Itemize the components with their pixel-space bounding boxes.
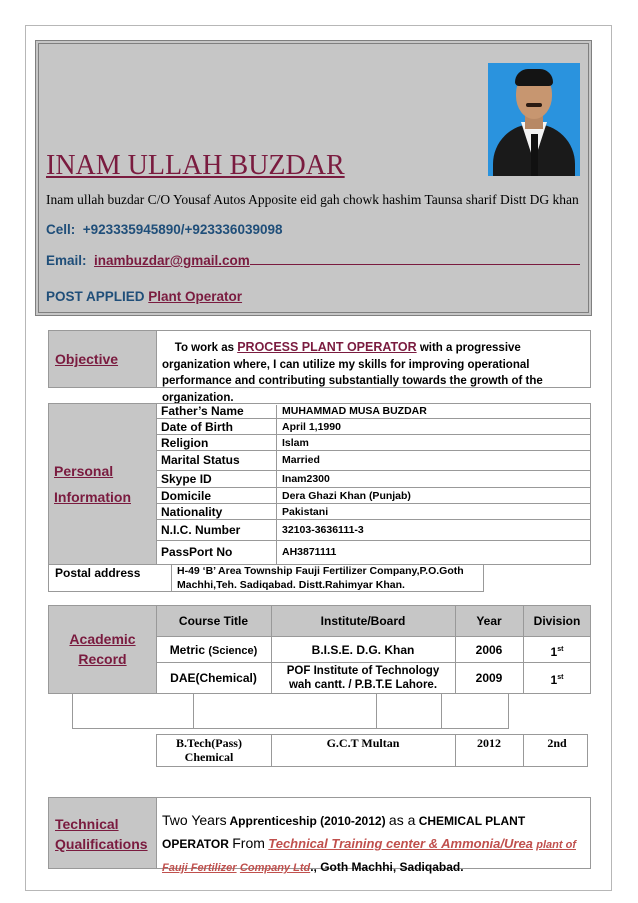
post-applied-line [46,289,242,304]
header-course: Course Title [178,614,249,628]
course-name: Metric [169,643,206,657]
personal-row [156,403,590,419]
academic-label-2: Record [78,651,127,667]
academic-year: 2006 [475,643,503,657]
personal-label-1: Personal [54,463,114,479]
postal-address-row [48,564,484,592]
personal-value: April 1,1990 [282,421,341,433]
academic-division [523,643,591,659]
personal-row [156,504,590,520]
personal-key: Father’s Name [161,404,244,418]
personal-key: Religion [161,436,209,450]
personal-value: Islam [282,437,309,449]
email-link[interactable]: inambuzdar@gmail.com [94,253,250,268]
objective-prefix: To work as [174,342,234,354]
tech-plant: plant of Fauji Fertilizer [162,839,576,874]
post-value: Plant Operator [148,289,243,304]
personal-value: Pakistani [282,506,329,518]
academic-course [156,643,271,658]
personal-row [156,419,590,435]
division-value: 1 [550,673,558,687]
postal-value: H-49 ‘B’ Area Township Fauji Fertilizer Company,P.O.Goth Machhi,Teh. Sadiqabad. Distt.Rahimyar Khan. [177,565,464,591]
email-label: Email: [46,253,87,268]
tech-from: From [232,835,265,851]
course-sub: (Science) [208,645,258,657]
personal-key: Skype ID [161,472,212,486]
objective-body: with a progressive organization where, I can utilize my skills for improving operational performance and contributing substantially towards the growth of the organization. [162,342,543,404]
objective-text [162,339,590,406]
personal-row [156,451,590,471]
personal-key: Domicile [161,489,212,503]
tech-center: Technical Training center & Ammonia/Urea [268,836,533,851]
personal-row [156,488,590,504]
technical-label-2: Qualifications [55,836,148,852]
academic-label-1: Academic [69,631,136,647]
postal-divider [171,565,172,591]
objective-label: Objective [55,351,119,367]
header-division: Division [533,614,581,628]
academic-course: DAE(Chemical) [170,671,257,685]
header-year: Year [476,614,502,628]
personal-row [156,471,590,488]
division-sup: st [557,674,564,681]
tech-apprenticeship: Apprenticeship (2010-2012) [229,814,386,828]
personal-value: MUHAMMAD MUSA BUZDAR [282,405,427,417]
candidate-name: INAM ULLAH BUZDAR [46,150,345,181]
profile-photo [488,63,580,176]
tech-as-a: as a [388,812,416,828]
cell-line [46,222,283,237]
personal-value: AH3871111 [282,546,337,558]
technical-text [162,809,590,879]
academic-division [523,671,591,687]
division-value: 1 [550,645,558,659]
personal-key: PassPort No [161,545,233,559]
academic-institute: POF Institute of Technology wah cantt. / P.B.T.E Lahore. [286,665,440,691]
personal-key: Marital Status [161,453,240,467]
personal-key: Nationality [161,505,223,519]
cell-label: Cell: [46,222,76,237]
email-line [46,253,580,268]
personal-key: Date of Birth [161,420,233,434]
tech-location: ., Goth Machhi, Sadiqabad. [310,860,464,874]
personal-value: 32103-3636111-3 [282,524,364,536]
personal-row [156,435,590,451]
candidate-address: Inam ullah buzdar C/O Yousaf Autos Apposite eid gah chowk hashim Taunsa sharif Distt DG khan [46,192,579,207]
btech-institute: G.C.T Multan [326,736,400,750]
post-label: POST APPLIED [46,289,145,304]
personal-label-2: Information [54,489,131,505]
academic-institute: B.I.S.E. D.G. Khan [311,643,415,657]
email-underline [250,264,580,265]
btech-division: 2nd [547,736,567,750]
personal-row [156,541,590,565]
btech-course: B.Tech(Pass) Chemical [176,736,242,764]
technical-label-1: Technical [55,816,119,832]
btech-year: 2012 [477,736,501,750]
cell-value: +923335945890/+923336039098 [82,222,283,237]
resume-header [35,40,592,316]
tech-role: CHEMICAL PLANT OPERATOR [162,814,526,851]
personal-row [156,520,590,541]
postal-label: Postal address [55,566,141,580]
personal-value: Inam2300 [282,473,330,485]
personal-value: Married [282,454,320,466]
tech-company: Company Ltd [239,862,311,874]
tech-lead: Two Years [162,812,227,828]
empty-row [72,693,509,729]
objective-highlight: PROCESS PLANT OPERATOR [237,340,417,354]
academic-year: 2009 [475,671,503,685]
personal-key: N.I.C. Number [161,523,241,537]
personal-value: Dera Ghazi Khan (Punjab) [282,490,411,502]
header-institute: Institute/Board [320,614,406,628]
division-sup: st [557,646,564,653]
